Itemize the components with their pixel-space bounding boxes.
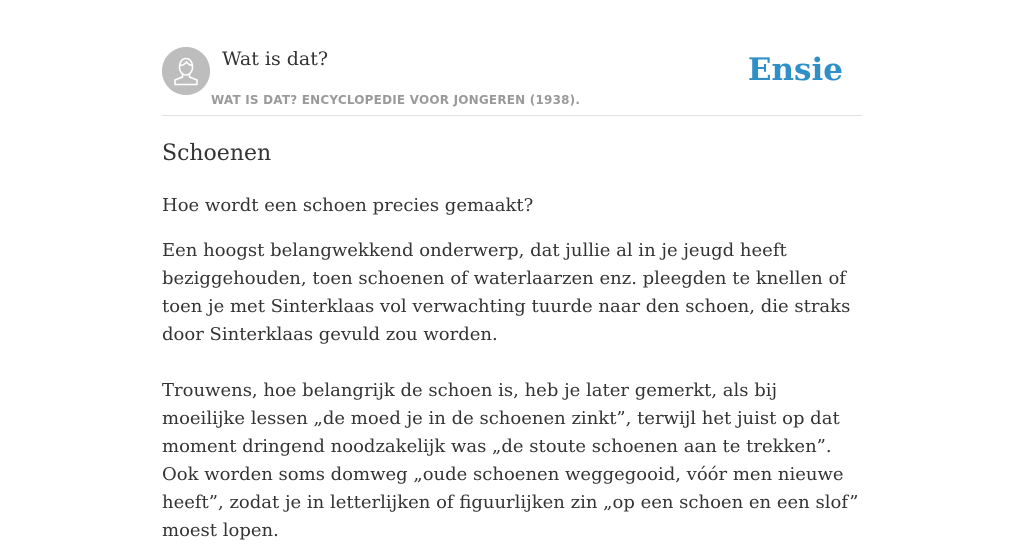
author-name[interactable]: Wat is dat? bbox=[222, 48, 329, 70]
source-label: WAT IS DAT? ENCYCLOPEDIE VOOR JONGEREN (1938). bbox=[211, 93, 581, 107]
article-title: Schoenen bbox=[162, 141, 272, 166]
user-avatar-icon bbox=[162, 47, 210, 95]
avatar[interactable] bbox=[162, 47, 210, 95]
article-header bbox=[162, 46, 862, 116]
article-content bbox=[162, 136, 862, 545]
article-question: Hoe wordt een schoen precies gemaakt? bbox=[162, 195, 534, 216]
ensie-logo[interactable]: Ensie bbox=[747, 52, 843, 88]
article-paragraph: Trouwens, hoe belangrijk de schoen is, heb je later gemerkt, als bij moeilijke lessen „de moed je in de schoenen zinkt”, terwijl het juist op dat moment dringend noodzakelijk was „de stoute schoenen aan te trekken”. Ook worden soms domweg „oude schoenen weggegooid, vóór men nieuwe heeft”, zodat je in letterlijken of figuurlijken zin „op een schoen en een slof” moest lopen. bbox=[162, 380, 859, 541]
article-paragraph: Een hoogst belangwekkend onderwerp, dat jullie al in je jeugd heeft beziggehouden, toen schoenen of waterlaarzen enz. pleegden te knellen of toen je met Sinterklaas vol verwachting tuurde naar den schoen, die straks door Sinterklaas gevuld zou worden. bbox=[162, 240, 851, 345]
